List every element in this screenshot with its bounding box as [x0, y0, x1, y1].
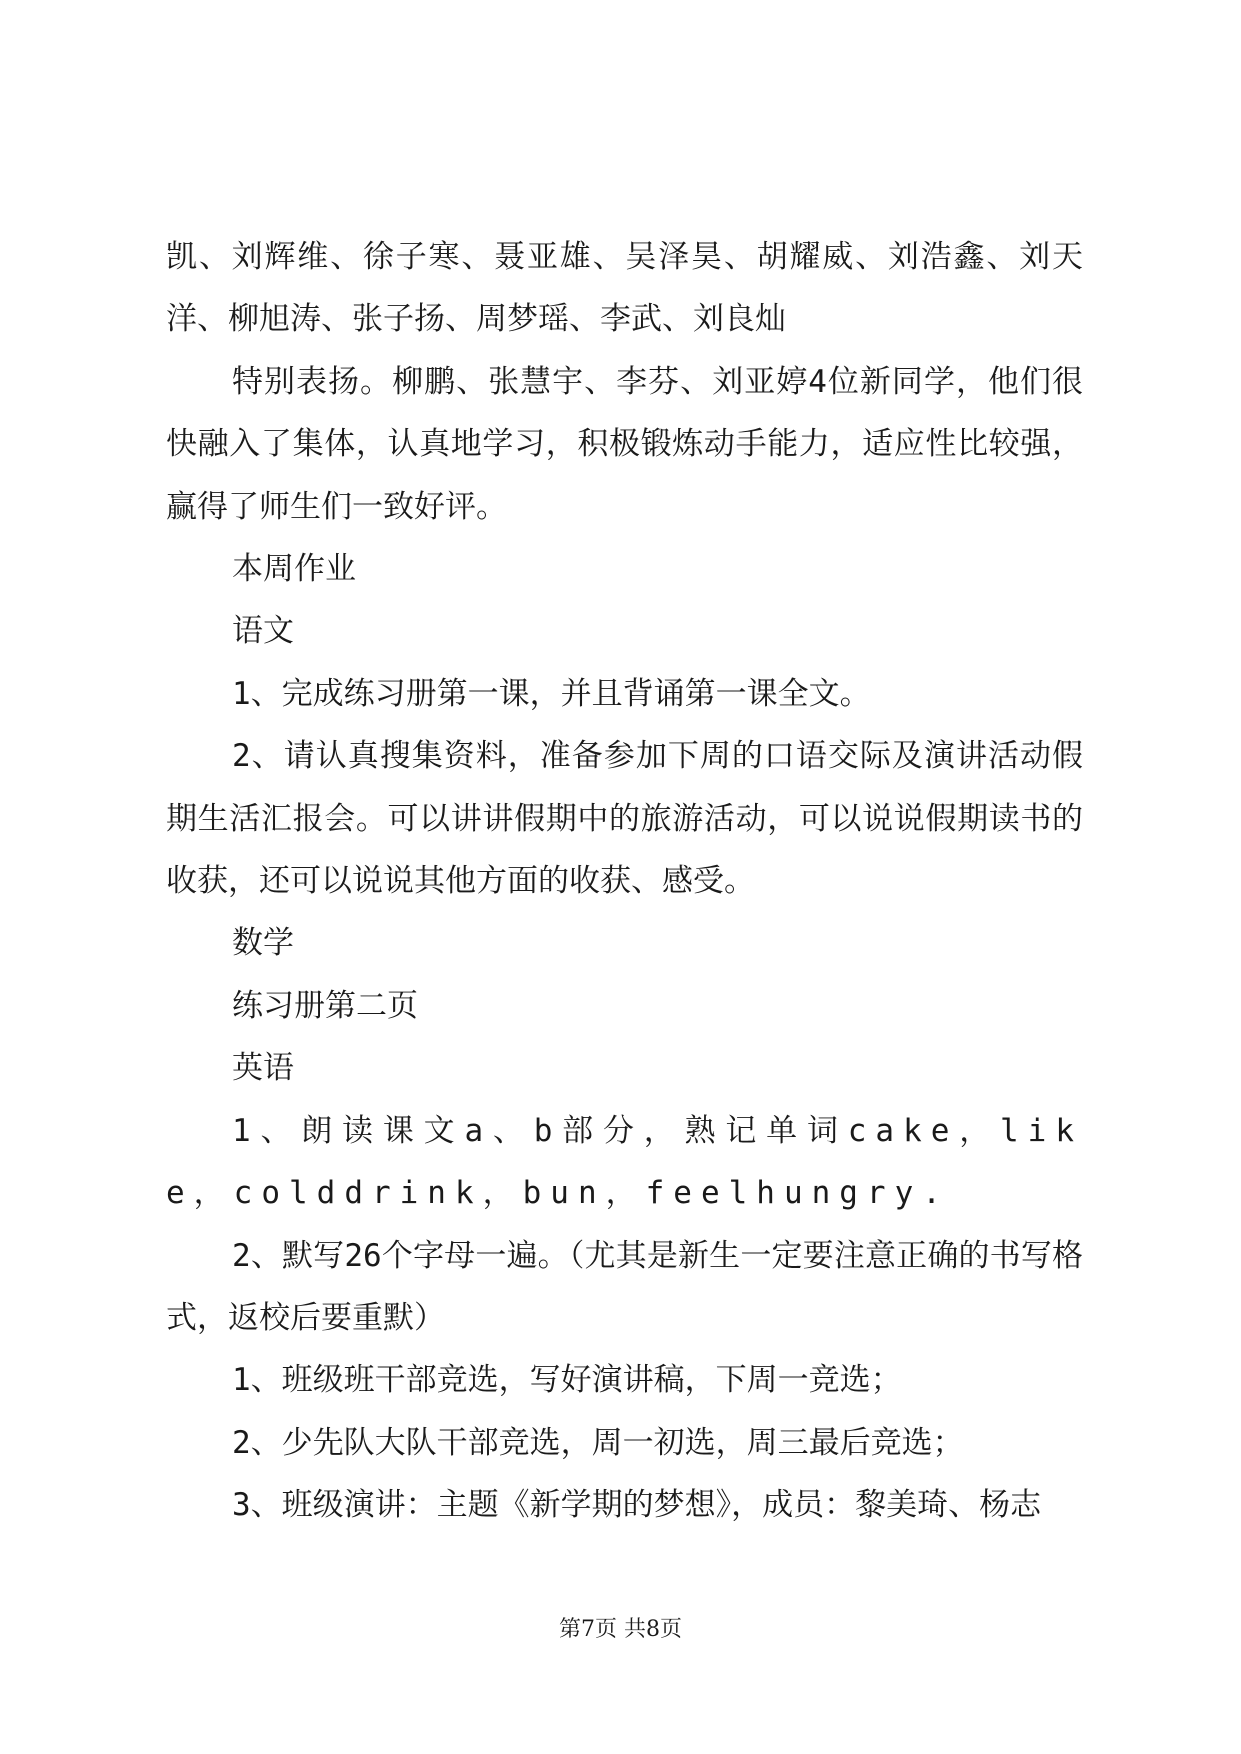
paragraph-names-continued: 凯、刘辉维、徐子寒、聂亚雄、吴泽昊、胡耀威、刘浩鑫、刘天洋、柳旭涛、张子扬、周梦瑶、李武、刘良灿	[166, 239, 1083, 338]
heading-math: 数学	[232, 925, 294, 962]
english-item-2: 2、默写26个字母一遍。（尤其是新生一定要注意正确的书写格式，返校后要重默）	[166, 1237, 1083, 1336]
page-number-footer: 第7页 共8页	[559, 1617, 682, 1642]
chinese-item-1: 1、完成练习册第一课，并且背诵第一课全文。	[232, 675, 871, 712]
paragraph-special-praise: 特别表扬。柳鹏、张慧宇、李芬、刘亚婷4位新同学，他们很快融入了集体，认真地学习，积极锻炼动手能力，适应性比较强，赢得了师生们一致好评。	[166, 363, 1083, 525]
heading-english: 英语	[232, 1050, 294, 1087]
heading-weekly-homework: 本周作业	[232, 551, 356, 588]
class-item-1: 1、班级班干部竞选，写好演讲稿，下周一竞选；	[232, 1362, 902, 1399]
heading-chinese: 语文	[232, 613, 294, 650]
document-body	[166, 226, 1083, 1537]
class-item-2: 2、少先队大队干部竞选，周一初选，周三最后竞选；	[232, 1424, 964, 1461]
class-item-3: 3、班级演讲：主题《新学期的梦想》，成员：黎美琦、杨志	[232, 1487, 1042, 1524]
math-item-1: 练习册第二页	[232, 987, 418, 1024]
chinese-item-2: 2、请认真搜集资料，准备参加下周的口语交际及演讲活动假期生活汇报会。可以讲讲假期中的旅游活动，可以说说假期读书的收获，还可以说说其他方面的收获、感受。	[166, 738, 1083, 900]
english-item-1: 1、朗读课文a、b部分，熟记单词cake，like，colddrink，bun，feelhungry.	[166, 1112, 1083, 1212]
